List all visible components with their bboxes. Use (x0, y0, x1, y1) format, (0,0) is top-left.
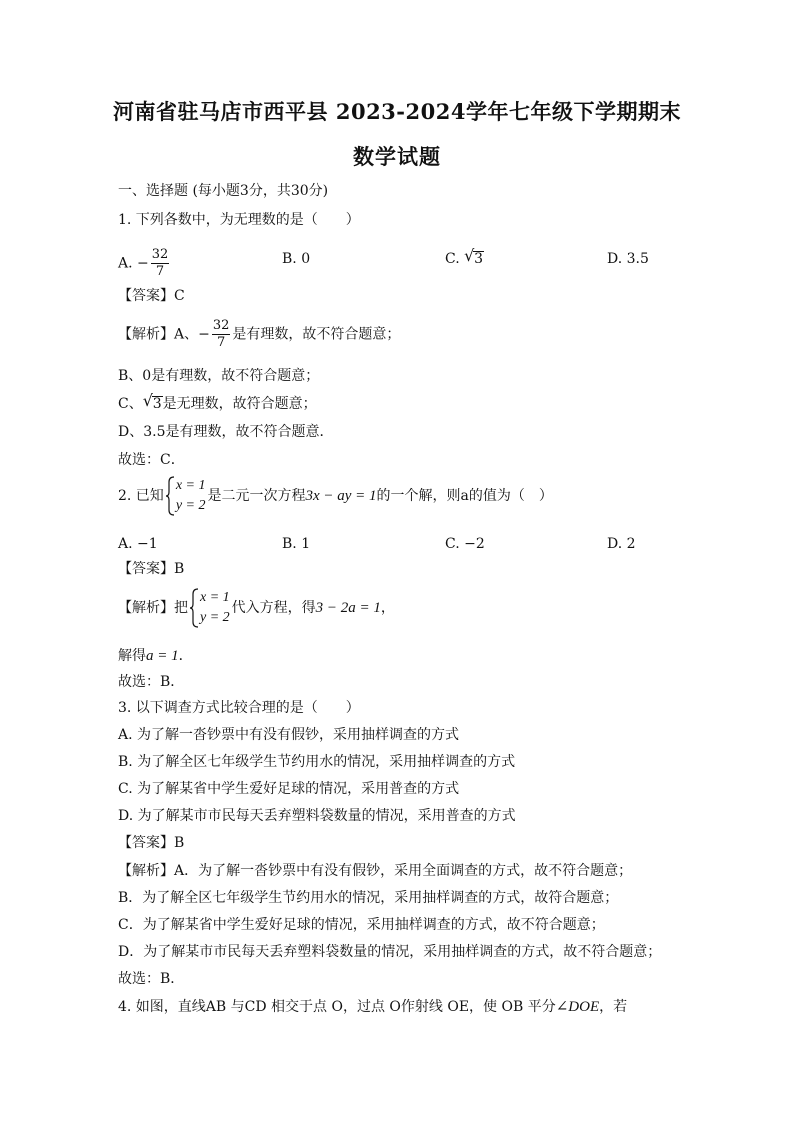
analysis-equation: 3 − 2a = 1 (315, 600, 381, 616)
brace-icon (166, 476, 175, 516)
equation-system (166, 476, 206, 516)
q1-option-c-label: C. (445, 251, 460, 267)
brace-icon (190, 588, 199, 628)
title-line-1: 河南省驻马店市西平县 2023-2024学年七年级下学期期末 (113, 99, 681, 124)
q2-option-b: B. 1 (282, 536, 311, 552)
q3-analysis-line-2: B．为了解全区七年级学生节约用水的情况，采用抽样调查的方式，故符合题意； (118, 890, 619, 906)
q2-option-a: A. −1 (118, 536, 158, 552)
q3-answer: 【答案】B (118, 835, 185, 851)
q2-answer: 【答案】B (118, 561, 185, 577)
q3-option-a: A. 为了解一沓钞票中有没有假钞，采用抽样调查的方式 (118, 727, 460, 743)
q2-equation: 3x − ay = 1 (305, 488, 377, 504)
q3-option-d: D. 为了解某市市民每天丢弃塑料袋数量的情况，采用普查的方式 (118, 808, 516, 824)
q2-option-d: D. 2 (607, 536, 636, 552)
q1-analysis-line-1 (118, 318, 400, 351)
q1-stem: 1. 下列各数中，为无理数的是（ ） (118, 212, 360, 228)
minus-sign: − (198, 326, 210, 343)
analysis-prefix: C、 (118, 396, 143, 412)
q1-option-c (445, 246, 484, 269)
q1-analysis-line-5: 故选：C． (118, 452, 185, 468)
section-heading: 一、选择题 (每小题3分，共30分) (118, 183, 329, 199)
q1-option-a-sign: − (137, 255, 149, 272)
q3-stem: 3. 以下调查方式比较合理的是（ ） (118, 700, 360, 716)
q1-option-a-fraction (151, 247, 170, 280)
q3-option-b: B. 为了解全区七年级学生节约用水的情况，采用抽样调查的方式 (118, 754, 516, 770)
analysis-prefix: 【解析】A、 (118, 326, 199, 343)
q1-analysis-fraction (212, 318, 231, 351)
analysis-text: ． (178, 648, 193, 664)
q1-analysis-line-3 (118, 391, 317, 414)
q4-stem (118, 997, 627, 1017)
q1-option-a (118, 247, 171, 280)
q1-analysis-line-2: B、0是有理数，故不符合题意； (118, 368, 320, 384)
analysis-equation: a = 1 (146, 648, 179, 664)
fraction-numerator: 32 (151, 247, 169, 262)
q1-analysis-line-4: D、3.5是有理数，故不符合题意． (118, 424, 334, 440)
q2-analysis-line-2 (118, 646, 193, 666)
system-equation-1: x = 1 (200, 590, 230, 605)
q1-option-d: D. 3.5 (607, 251, 649, 267)
analysis-prefix: 【解析】把 (118, 600, 188, 616)
q1-option-a-label: A. (118, 255, 133, 272)
q2-analysis-line-1 (118, 588, 395, 628)
q1-answer: 【答案】C (118, 288, 185, 304)
q2-stem-prefix: 2. 已知 (118, 488, 164, 504)
q3-analysis-line-4: D．为了解某市市民每天丢弃塑料袋数量的情况，采用抽样调查的方式，故不符合题意； (118, 944, 662, 960)
analysis-text: 代入方程，得 (231, 600, 316, 616)
analysis-text: ， (380, 600, 395, 616)
q3-analysis-line-1: 【解析】A．为了解一沓钞票中有没有假钞，采用全面调查的方式，故不符合题意； (118, 863, 633, 879)
system-equation-1: x = 1 (175, 478, 206, 493)
analysis-prefix: 解得 (118, 648, 146, 664)
sqrt-symbol: √ 3 (142, 391, 162, 412)
q2-stem-text: 的一个解，则a的值为（ ） (376, 488, 553, 504)
fraction-numerator: 32 (212, 318, 230, 333)
analysis-text: 是有理数，故不符合题意； (232, 326, 401, 343)
q3-analysis-line-3: C．为了解某省中学生爱好足球的情况，采用抽样调查的方式，故不符合题意； (118, 917, 605, 933)
fraction-denominator: 7 (155, 264, 165, 279)
q2-analysis-line-3: 故选：B． (118, 674, 185, 690)
system-equation-2: y = 2 (175, 498, 206, 513)
q4-stem-text: 4. 如图，直线AB 与CD 相交于点 O，过点 O作射线 OE，使 OB 平分 (118, 999, 556, 1015)
analysis-text: 是无理数，故符合题意； (162, 396, 317, 412)
sqrt-symbol: √ 3 (464, 246, 484, 267)
q3-analysis-line-5: 故选：B． (118, 971, 185, 987)
fraction-denominator: 7 (216, 335, 226, 350)
title-line-2: 数学试题 (353, 144, 441, 169)
q4-angle: ∠DOE (555, 999, 600, 1015)
q2-stem-text: 是二元一次方程 (207, 488, 306, 504)
q2-stem (118, 476, 553, 516)
q2-option-c: C. −2 (445, 536, 485, 552)
q4-stem-text: ，若 (599, 999, 628, 1015)
equation-system (190, 588, 230, 628)
q3-option-c: C. 为了解某省中学生爱好足球的情况，采用普查的方式 (118, 781, 460, 797)
system-equation-2: y = 2 (200, 610, 230, 625)
q1-option-b: B. 0 (282, 251, 311, 267)
